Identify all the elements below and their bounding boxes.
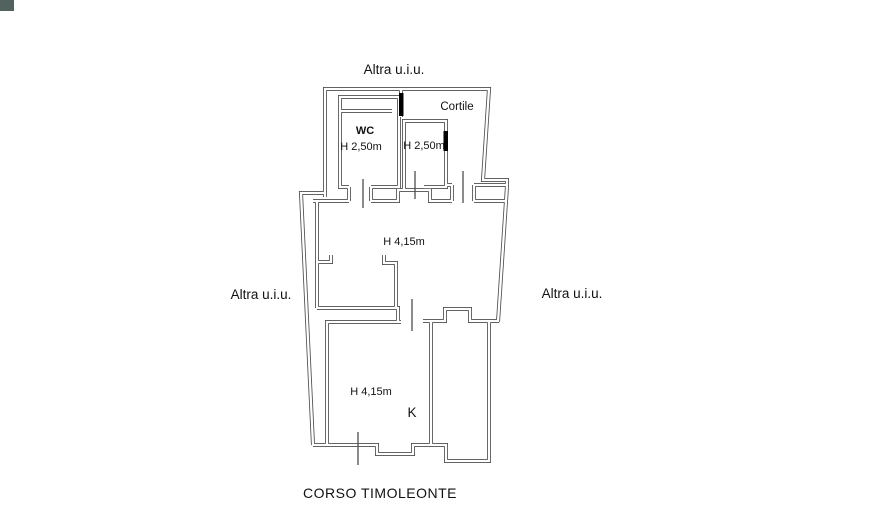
label-kitchen-height: H 4,15m xyxy=(350,386,392,398)
label-kitchen-initial: K xyxy=(407,405,417,420)
label-adjacent-unit-right: Altra u.i.u. xyxy=(541,286,603,301)
label-room2-height: H 2,50m xyxy=(403,140,445,152)
label-courtyard: Cortile xyxy=(440,101,474,113)
label-wc-height: H 2,50m xyxy=(340,141,382,153)
label-adjacent-unit-left: Altra u.i.u. xyxy=(230,287,292,302)
label-street-name: CORSO TIMOLEONTE xyxy=(303,485,457,501)
door-panel-fill-courtyard xyxy=(399,93,404,116)
door-tick-marks xyxy=(358,171,463,465)
screen-corner-artifact xyxy=(0,0,14,11)
label-adjacent-unit-top: Altra u.i.u. xyxy=(363,62,425,77)
label-living-room-height: H 4,15m xyxy=(383,236,425,248)
label-wc: WC xyxy=(355,125,375,137)
